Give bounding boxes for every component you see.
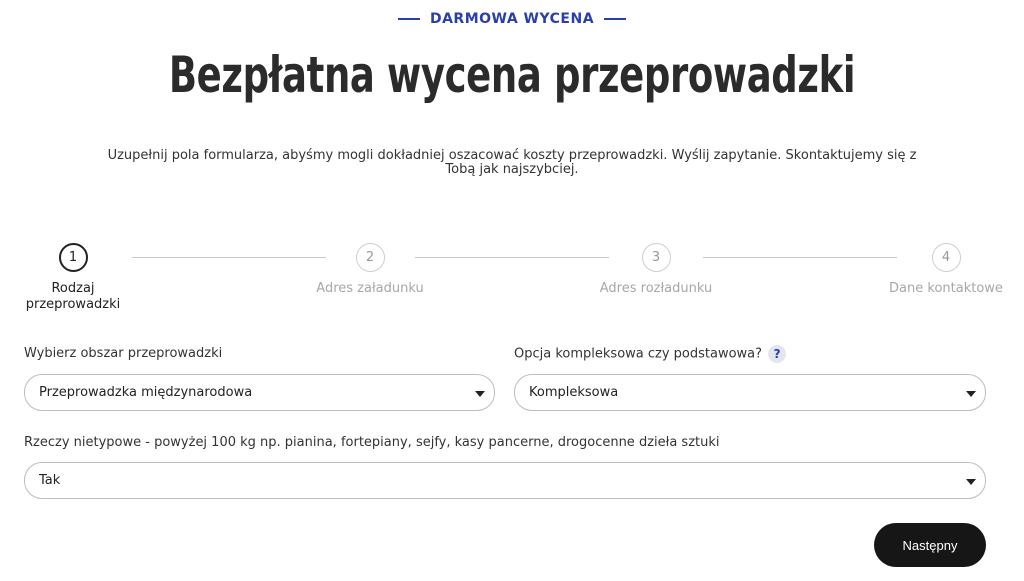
step-1-label: Rodzaj przeprowadzki — [25, 281, 121, 312]
option-label-row — [514, 345, 786, 363]
area-select-value: Przeprowadzka międzynarodowa — [39, 385, 253, 400]
help-icon[interactable]: ? — [768, 345, 786, 363]
chevron-down-icon — [475, 391, 485, 397]
chevron-down-icon — [966, 479, 976, 485]
step-2[interactable] — [310, 243, 430, 297]
step-4-label: Dane kontaktowe — [889, 281, 1003, 296]
chevron-down-icon — [966, 391, 976, 397]
unusual-items-select[interactable] — [24, 462, 986, 499]
step-2-label: Adres załadunku — [316, 281, 424, 296]
option-select-value: Kompleksowa — [529, 385, 619, 400]
intro-text: Uzupełnij pola formularza, abyśmy mogli dokładniej oszacować koszty przeprowadzki. Wyślij zapytanie. Skontaktujemy się z Tobą jak najszybciej. — [107, 148, 917, 177]
eyebrow-line-left — [398, 18, 420, 20]
unusual-items-select-value: Tak — [39, 473, 61, 488]
step-3-label: Adres rozładunku — [599, 281, 713, 296]
eyebrow-text: DARMOWA WYCENA — [429, 11, 595, 27]
step-1[interactable] — [13, 243, 133, 313]
step-4-circle: 4 — [932, 243, 961, 272]
eyebrow-line-right — [604, 18, 626, 20]
stepper-track-2 — [415, 257, 609, 258]
area-select[interactable] — [24, 374, 495, 411]
step-2-circle: 2 — [356, 243, 385, 272]
step-1-circle: 1 — [59, 243, 88, 272]
area-label: Wybierz obszar przeprowadzki — [24, 346, 223, 361]
option-select[interactable] — [514, 374, 986, 411]
unusual-items-label: Rzeczy nietypowe - powyżej 100 kg np. pianina, fortepiany, sejfy, kasy pancerne, drogocenne dzieła sztuki — [24, 435, 720, 450]
step-4[interactable] — [886, 243, 1006, 297]
next-button[interactable]: Następny — [874, 523, 986, 567]
page-title: Bezpłatna wycena przeprowadzki — [168, 46, 856, 104]
step-3-circle: 3 — [642, 243, 671, 272]
option-label: Opcja kompleksowa czy podstawowa? — [514, 346, 763, 362]
section-eyebrow — [0, 11, 1024, 27]
stepper-track-3 — [703, 257, 897, 258]
stepper-track-1 — [132, 257, 326, 258]
step-3[interactable] — [596, 243, 716, 297]
